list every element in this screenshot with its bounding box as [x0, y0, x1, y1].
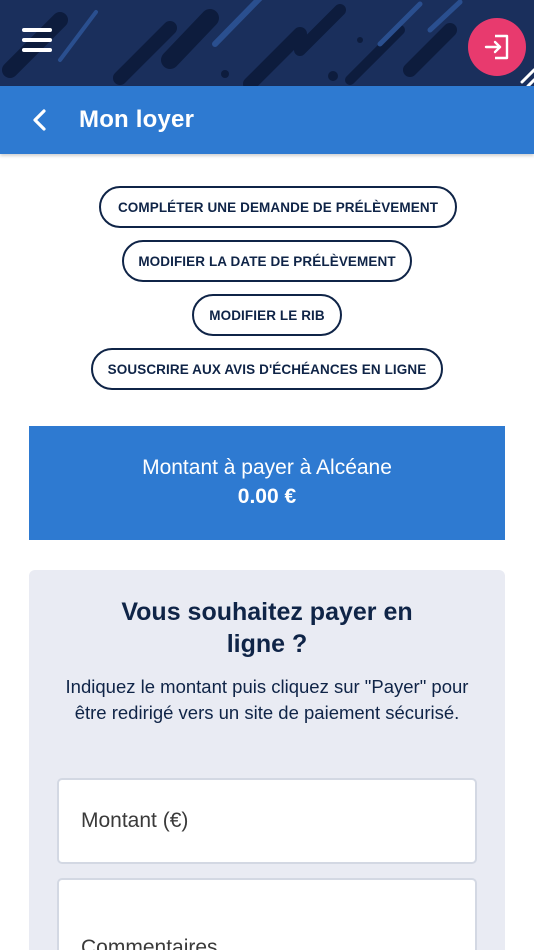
- back-button[interactable]: [24, 104, 56, 136]
- comment-field: [57, 878, 477, 950]
- amount-due-label: Montant à payer à Alcéane: [142, 456, 392, 479]
- logout-icon: [482, 32, 512, 62]
- modify-debit-date-button[interactable]: MODIFIER LA DATE DE PRÉLÈVEMENT: [122, 240, 412, 282]
- complete-direct-debit-request-button[interactable]: COMPLÉTER UNE DEMANDE DE PRÉLÈVEMENT: [99, 186, 457, 228]
- header-pattern-decoration: [0, 0, 534, 86]
- online-payment-description: Indiquez le montant puis cliquez sur "Payer" pour être redirigé vers un site de paiement sécurisé.: [65, 676, 469, 723]
- title-bar: [0, 86, 534, 154]
- modify-rib-button[interactable]: MODIFIER LE RIB: [192, 294, 342, 336]
- online-payment-title: Vous souhaitez payer en ligne ?: [121, 598, 413, 658]
- logout-button[interactable]: [468, 18, 526, 76]
- top-header: [0, 0, 534, 86]
- amount-due-panel: [29, 426, 505, 540]
- chevron-left-icon: [30, 108, 50, 132]
- amount-input[interactable]: [59, 780, 475, 862]
- page-title: Mon loyer: [79, 106, 195, 133]
- amount-due-value: 0.00 €: [237, 485, 297, 508]
- online-payment-card: [29, 570, 505, 950]
- subscribe-online-notices-button[interactable]: SOUSCRIRE AUX AVIS D'ÉCHÉANCES EN LIGNE: [91, 348, 443, 390]
- hamburger-menu-icon[interactable]: [22, 28, 58, 64]
- comment-input[interactable]: [59, 880, 475, 950]
- amount-field: [57, 778, 477, 864]
